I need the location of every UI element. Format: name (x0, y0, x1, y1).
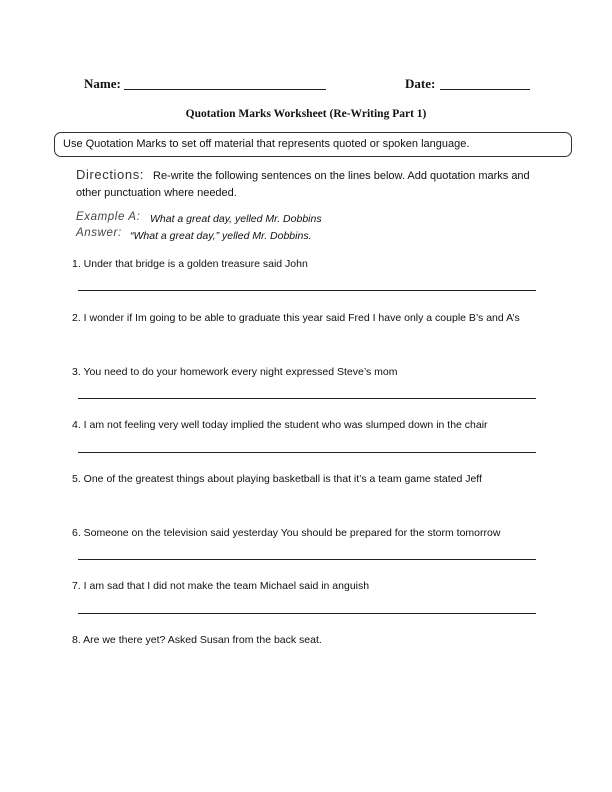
answer-line-3[interactable] (78, 398, 536, 399)
answer-line-4[interactable] (78, 452, 536, 453)
directions-text-line2: other punctuation where needed. (76, 187, 237, 199)
rule-box (54, 132, 572, 157)
example-label: Example A: (76, 211, 141, 223)
example-text: What a great day, yelled Mr. Dobbins (150, 213, 322, 225)
answer-text: “What a great day,” yelled Mr. Dobbins. (130, 230, 312, 242)
name-line[interactable] (124, 77, 326, 90)
question-8: 8. Are we there yet? Asked Susan from the back seat. (72, 634, 322, 646)
question-3: 3. You need to do your homework every night expressed Steve’s mom (72, 366, 398, 378)
directions-text-line1: Re-write the following sentences on the lines below. Add quotation marks and (153, 170, 530, 182)
worksheet-title: Quotation Marks Worksheet (Re-Writing Part 1) (185, 108, 427, 120)
question-2: 2. I wonder if Im going to be able to graduate this year said Fred I have only a couple B’s and A’s (72, 312, 520, 324)
rule-text: Use Quotation Marks to set off material that represents quoted or spoken language. (63, 138, 470, 150)
name-label: Name: (84, 76, 121, 91)
date-line[interactable] (440, 77, 530, 90)
question-1: 1. Under that bridge is a golden treasure said John (72, 258, 308, 270)
question-5: 5. One of the greatest things about playing basketball is that it’s a team game stated Jeff (72, 473, 482, 485)
answer-line-1[interactable] (78, 290, 536, 291)
question-7: 7. I am sad that I did not make the team Michael said in anguish (72, 580, 370, 592)
directions-label: Directions: (76, 167, 145, 182)
question-6: 6. Someone on the television said yesterday You should be prepared for the storm tomorrow (72, 527, 501, 539)
answer-label: Answer: (76, 227, 122, 239)
answer-line-7[interactable] (78, 613, 536, 614)
question-4: 4. I am not feeling very well today implied the student who was slumped down in the chair (72, 419, 488, 431)
answer-line-6[interactable] (78, 559, 536, 560)
date-label: Date: (405, 76, 436, 91)
